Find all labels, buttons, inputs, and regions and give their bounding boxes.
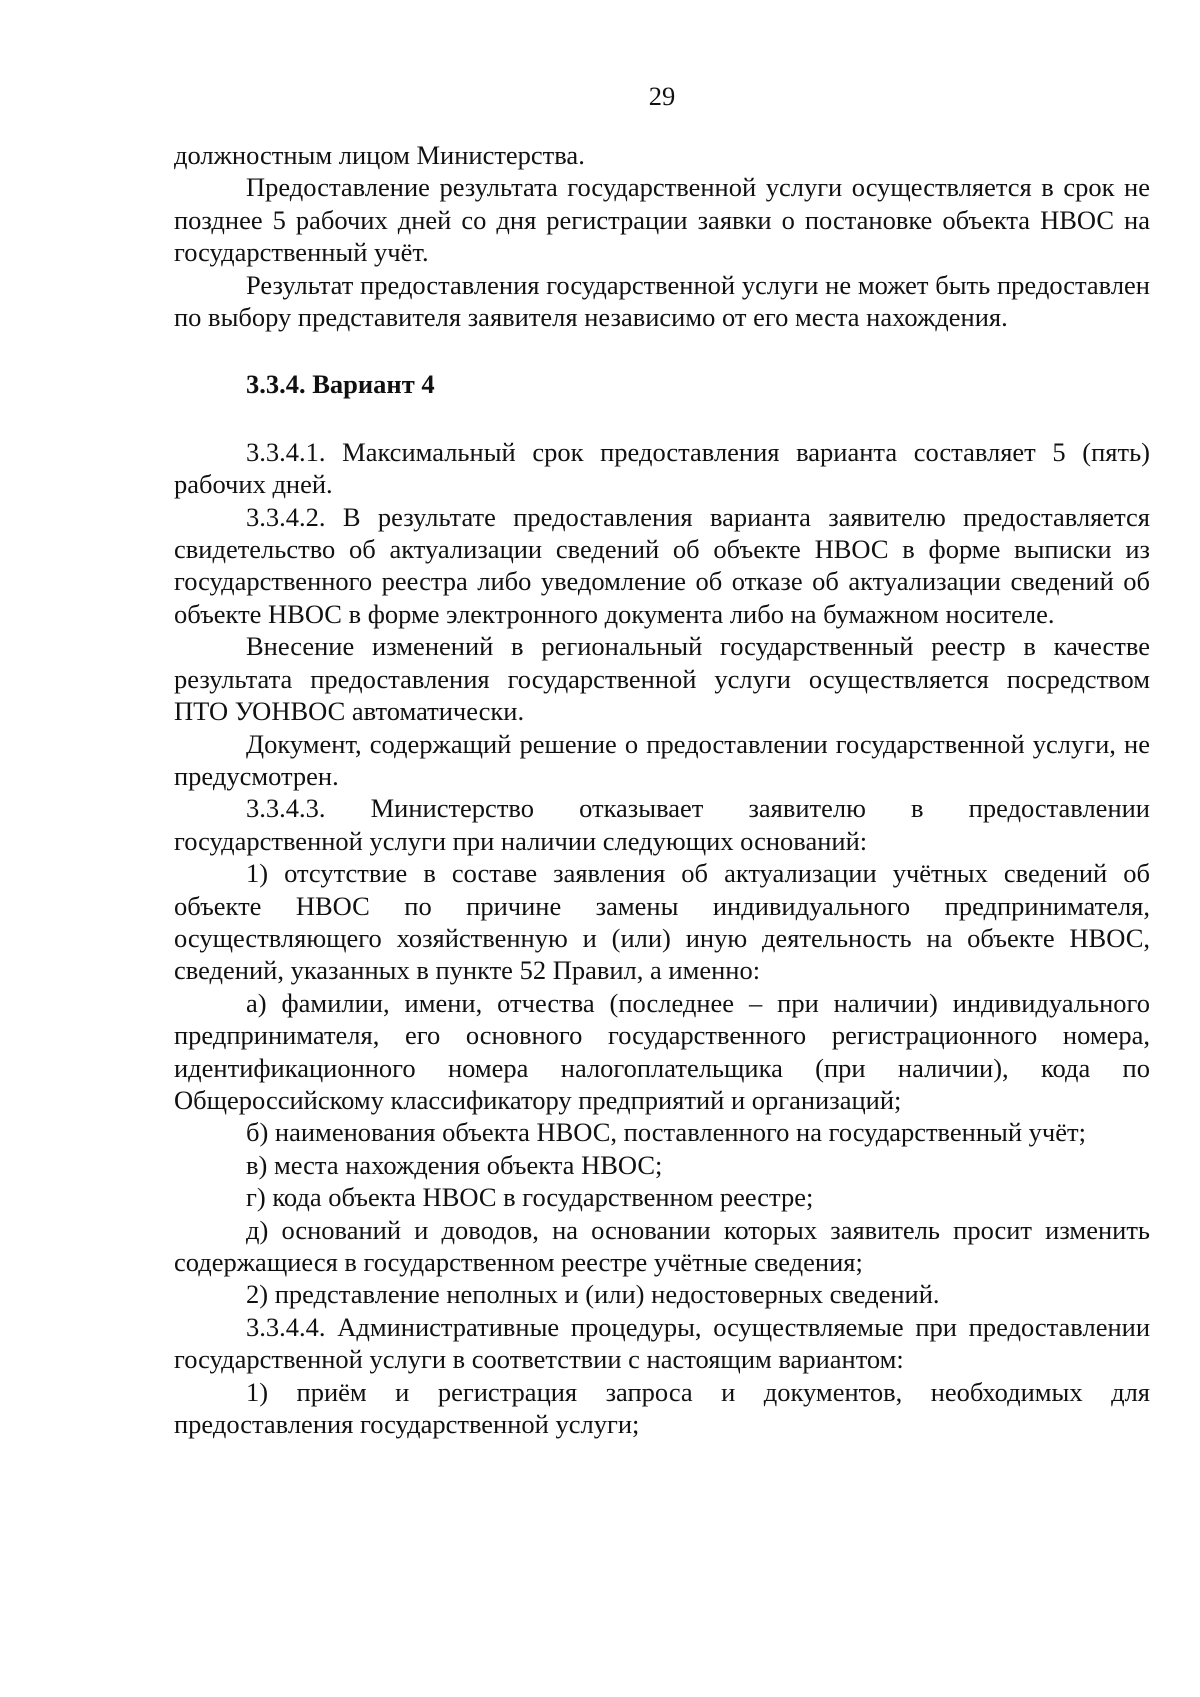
paragraph: Результат предоставления государственной услуги не может быть предоставлен по выбору представителя заявителя независимо от его места нахождения. xyxy=(174,269,1150,333)
list-item: г) кода объекта НВОС в государственном реестре; xyxy=(246,1182,814,1213)
paragraph: Внесение изменений в региональный государственный реестр в качестве результата предоставления государственной услуги осуществляется посредством ПТО УОНВОС автоматически. xyxy=(174,631,1150,727)
list-item: а) фамилии, имени, отчества (последнее – при наличии) индивидуального предпринимателя, его основного государственного регистрационного номера, идентификационного номера налогоплательщика (при наличии), кода по Общероссийскому классификатору предприятий и организаций; xyxy=(174,987,1150,1115)
paragraph: 3.3.4.4. Административные процедуры, осуществляемые при предоставлении государственной услуги в соответствии с настоящим вариантом: xyxy=(174,1311,1150,1375)
list-item: 1) приём и регистрация запроса и документов, необходимых для предоставления государственной услуги; xyxy=(174,1376,1150,1440)
paragraph: 3.3.4.2. В результате предоставления варианта заявителю предоставляется свидетельство об актуализации сведений об объекте НВОС в форме выписки из государственного реестра либо уведомление об отказе об актуализации сведений об объекте НВОС в форме электронного документа либо на бумажном носителе. xyxy=(174,501,1150,629)
page-number: 29 xyxy=(648,81,676,111)
list-item: в) места нахождения объекта НВОС; xyxy=(246,1149,663,1180)
paragraph: Предоставление результата государственной услуги осуществляется в срок не позднее 5 рабочих дней со дня регистрации заявки о постановке объекта НВОС на государственный учёт. xyxy=(174,172,1150,268)
section-heading: 3.3.4. Вариант 4 xyxy=(246,369,435,400)
list-item: 2) представление неполных и (или) недостоверных сведений. xyxy=(246,1279,940,1310)
paragraph: Документ, содержащий решение о предоставлении государственной услуги, не предусмотрен. xyxy=(174,728,1150,791)
paragraph: должностным лицом Министерства. xyxy=(174,140,585,170)
document-body xyxy=(174,139,1150,1440)
list-item: д) оснований и доводов, на основании которых заявитель просит изменить содержащиеся в государственном реестре учётные сведения; xyxy=(174,1214,1150,1277)
list-item: 1) отсутствие в составе заявления об актуализации учётных сведений об объекте НВОС по причине замены индивидуального предпринимателя, осуществляющего хозяйственную и (или) иную деятельность на объекте НВОС, сведений, указанных в пункте 52 Правил, а именно: xyxy=(174,858,1150,986)
paragraph: 3.3.4.3. Министерство отказывает заявителю в предоставлении государственной услуги при наличии следующих оснований: xyxy=(174,793,1150,856)
paragraph: 3.3.4.1. Максимальный срок предоставления варианта составляет 5 (пять) рабочих дней. xyxy=(174,436,1150,500)
list-item: б) наименования объекта НВОС, поставленного на государственный учёт; xyxy=(246,1117,1086,1148)
